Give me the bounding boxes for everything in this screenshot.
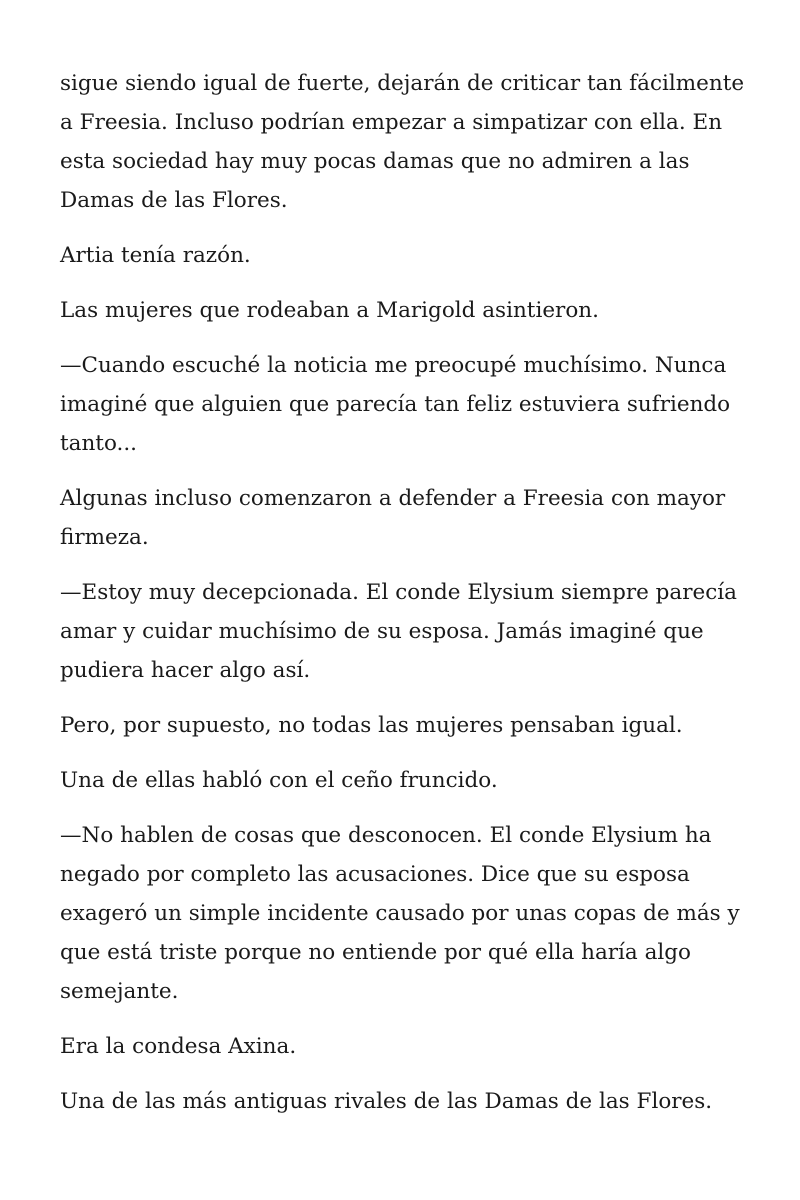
paragraph: Algunas incluso comenzaron a defender a Freesia con mayor firmeza.	[60, 486, 726, 550]
paragraph: Era la condesa Axina.	[60, 1034, 297, 1059]
paragraph: Una de ellas habló con el ceño fruncido.	[60, 768, 498, 793]
paragraph: —Estoy muy decepcionada. El conde Elysium siempre parecía amar y cuidar muchísimo de su esposa. Jamás imaginé que pudiera hacer algo así.	[60, 580, 737, 683]
paragraph: sigue siendo igual de fuerte, dejarán de criticar tan fácilmente a Freesia. Incluso podrían empezar a simpatizar con ella. En esta sociedad hay muy pocas damas que no admiren a las Damas de las Flores.	[60, 71, 745, 213]
paragraph: Una de las más antiguas rivales de las Damas de las Flores.	[60, 1089, 713, 1114]
document-page	[60, 64, 750, 1137]
paragraph: —No hablen de cosas que desconocen. El conde Elysium ha negado por completo las acusaciones. Dice que su esposa exageró un simple incidente causado por unas copas de más y que está triste porque no entiende por qué ella haría algo semejante.	[60, 823, 740, 1004]
paragraph: Las mujeres que rodeaban a Marigold asintieron.	[60, 298, 599, 323]
paragraph: Pero, por supuesto, no todas las mujeres pensaban igual.	[60, 713, 683, 738]
paragraph: Artia tenía razón.	[60, 243, 251, 268]
paragraph: —Cuando escuché la noticia me preocupé muchísimo. Nunca imaginé que alguien que parecía tan feliz estuviera sufriendo tanto...	[60, 353, 731, 456]
